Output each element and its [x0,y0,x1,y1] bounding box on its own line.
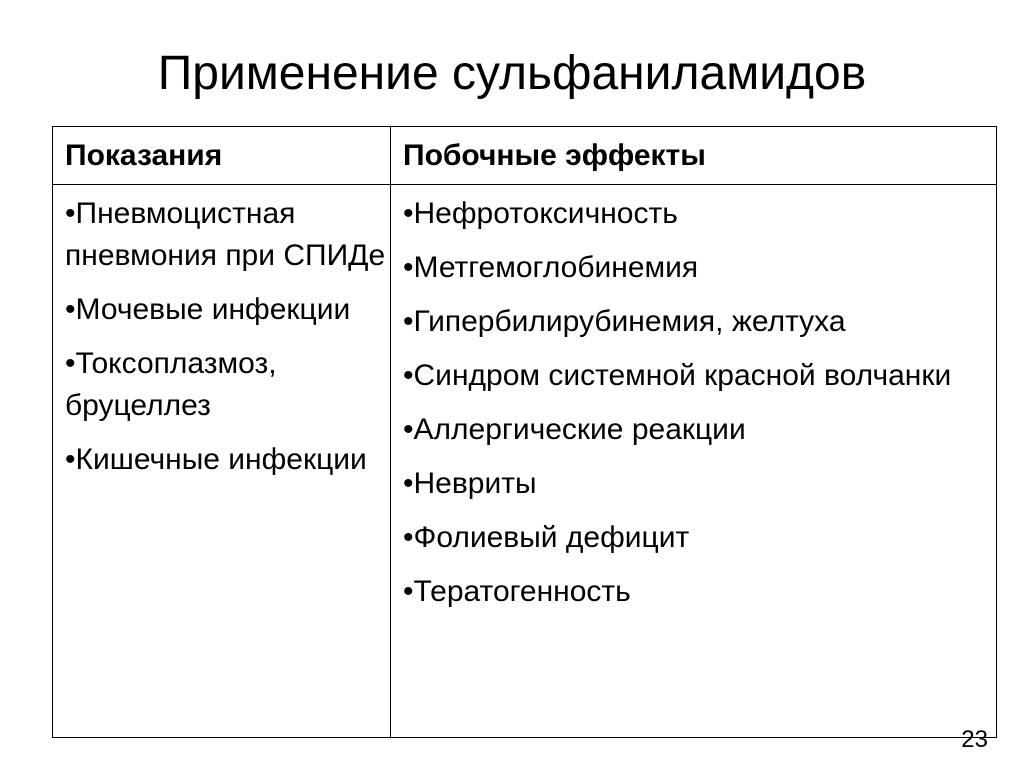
side-effect-text: Аллергические реакции [413,413,746,446]
list-item [65,289,390,331]
side-effect-text: Гипербилирубинемия, желтуха [413,305,846,338]
comparison-table [52,126,997,738]
bullet: • [403,305,414,338]
bullet: • [403,251,414,284]
bullet: • [403,467,414,500]
slide-title: Применение сульфаниламидов [157,47,867,100]
list-item [403,247,996,289]
list-item [403,193,996,235]
side-effect-text: Нефротоксичность [413,197,678,230]
side-effects-cell [391,185,997,738]
bullet: • [403,197,414,230]
bullet: • [403,521,414,554]
list-item [403,571,996,613]
side-effect-text: Метгемоглобинемия [413,251,699,284]
list-item [65,439,390,481]
side-effect-text: Тератогенность [413,575,631,608]
header-side-effects: Побочные эффекты [391,127,997,185]
bullet: • [65,197,76,230]
side-effect-text: Невриты [413,467,537,500]
page-number: 23 [961,726,988,753]
side-effect-text: Синдром системной красной волчанки [413,359,952,392]
bullet: • [403,413,414,446]
side-effect-text: Фолиевый дефицит [413,521,690,554]
list-item [65,343,390,427]
list-item [403,301,996,343]
list-item [65,193,390,277]
indication-text: Пневмоцистная пневмония при СПИДе [65,197,386,272]
indication-text: Токсоплазмоз, бруцеллез [65,347,277,422]
bullet: • [65,347,76,380]
indications-list [65,193,390,481]
bullet: • [65,443,76,476]
list-item [403,409,996,451]
bullet: • [403,359,414,392]
table-header-row [53,127,997,185]
bullet: • [65,293,76,326]
table-body-row [53,185,997,738]
bullet: • [403,575,414,608]
indication-text: Мочевые инфекции [75,293,351,326]
list-item [403,463,996,505]
indications-cell [53,185,391,738]
list-item [403,517,996,559]
side-effects-list [403,193,996,613]
header-indications: Показания [53,127,391,185]
list-item [403,355,996,397]
indication-text: Кишечные инфекции [75,443,367,476]
